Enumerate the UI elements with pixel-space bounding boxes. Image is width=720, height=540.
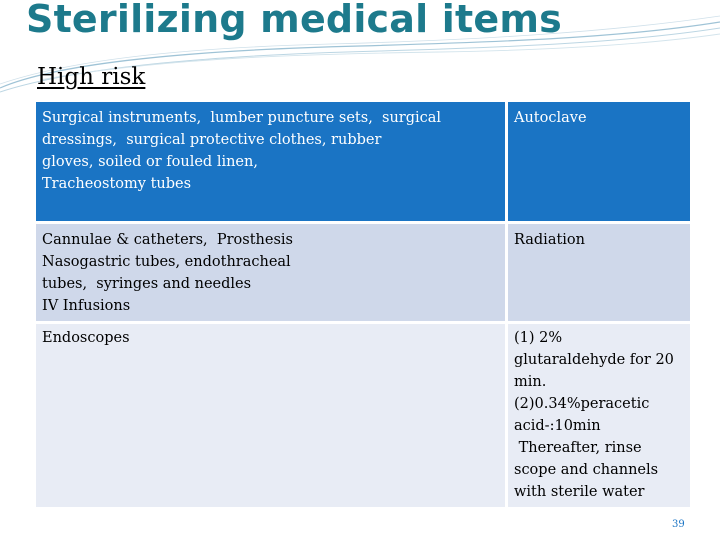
sterilization-table — [36, 102, 690, 510]
medical-items-line: Tracheostomy tubes — [42, 176, 192, 192]
sterilization-method-line: (1) 2% — [514, 330, 563, 346]
medical-items-line: Surgical instruments, lumber puncture sets, surgical — [42, 110, 442, 126]
sterilization-method-cell — [508, 324, 690, 510]
sterilization-method-line: Thereafter, rinse — [514, 440, 642, 456]
medical-items-cell — [36, 102, 508, 224]
medical-items-cell — [36, 324, 508, 510]
sterilization-method-line: with sterile water — [514, 484, 645, 500]
sterilization-method-cell — [508, 224, 690, 324]
medical-items-line: Endoscopes — [42, 330, 130, 346]
table-row — [36, 224, 690, 324]
sterilization-method-line: min. — [514, 374, 547, 390]
page-number: 39 — [672, 519, 685, 530]
medical-items-line: dressings, surgical protective clothes, rubber — [42, 132, 382, 148]
sterilization-method-line: scope and channels — [514, 462, 659, 478]
table-row — [36, 102, 690, 224]
sterilization-method-line: (2)0.34%peracetic — [514, 396, 650, 412]
sterilization-method-line: acid-:10min — [514, 418, 601, 434]
sterilization-method-cell — [508, 102, 690, 224]
medical-items-line: Cannulae & catheters, Prosthesis — [42, 232, 293, 248]
medical-items-line: tubes, syringes and needles — [42, 276, 252, 292]
sterilization-method-line: glutaraldehyde for 20 — [514, 352, 674, 368]
medical-items-line: Nasogastric tubes, endothracheal — [42, 254, 291, 270]
sterilization-method-line: Autoclave — [514, 110, 587, 126]
section-subheading: High risk — [37, 64, 146, 90]
table-row — [36, 324, 690, 510]
sterilization-method-line: Radiation — [514, 232, 585, 248]
medical-items-line: IV Infusions — [42, 298, 131, 314]
medical-items-cell — [36, 224, 508, 324]
medical-items-line: gloves, soiled or fouled linen, — [42, 154, 258, 170]
page-title: Sterilizing medical items — [26, 0, 562, 41]
